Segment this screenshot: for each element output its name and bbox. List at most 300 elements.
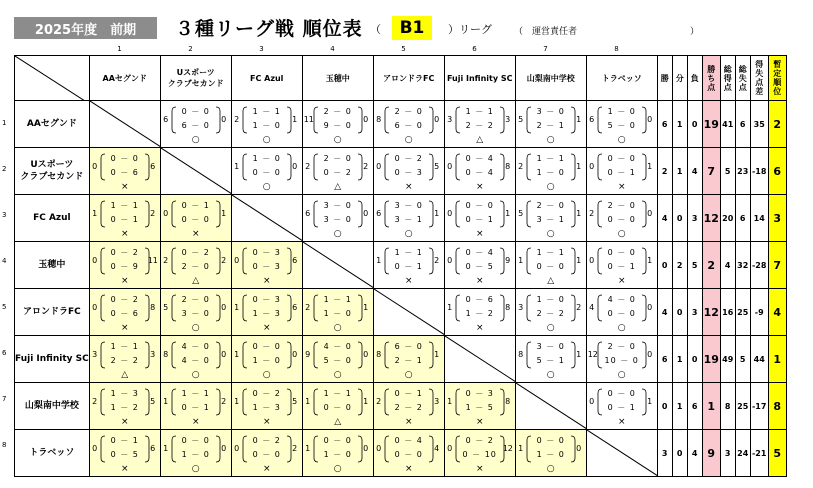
total-goals-against: 1 (363, 397, 369, 406)
result-mark: ○ (617, 229, 626, 239)
second-half-score: 1 － 0 (323, 309, 352, 318)
first-half-score: 1 － 1 (323, 389, 352, 398)
column-team-name: Uスポーツ (176, 68, 215, 77)
total-goals-for: 5 (518, 209, 524, 218)
row-team-header (15, 289, 90, 336)
total-goals-for: 1 (447, 397, 453, 406)
second-half-score: 0 － 6 (110, 168, 139, 177)
row-team-name: トラベッソ (29, 448, 75, 458)
match-cell (89, 242, 160, 289)
second-half-score: 6 － 0 (181, 121, 210, 130)
result-mark: × (475, 276, 484, 286)
first-half-score: 1 － 1 (252, 107, 281, 116)
second-half-score: 0 － 0 (536, 262, 565, 271)
first-half-score: 0 － 4 (394, 436, 423, 445)
column-number: 8 (614, 45, 619, 53)
first-half-score: 1 － 1 (465, 107, 494, 116)
first-half-score: 0 － 0 (252, 342, 281, 351)
total-goals-for: 1 (518, 444, 524, 453)
match-cell (515, 336, 586, 383)
stat-w: 4 (657, 289, 672, 336)
total-goals-for: 2 (92, 397, 98, 406)
second-half-score: 1 － 0 (323, 450, 352, 459)
column-team-header (515, 56, 586, 101)
row-team-header (15, 148, 90, 195)
column-number: 6 (472, 45, 477, 53)
half-scores (597, 152, 647, 182)
total-goals-against: 2 (221, 397, 227, 406)
stat-gf: 8 (720, 383, 735, 430)
total-goals-for: 2 (376, 397, 382, 406)
diagonal-line (90, 101, 161, 147)
stat-gd: -28 (750, 242, 768, 289)
second-half-score: 0 － 1 (181, 403, 210, 412)
total-goals-for: 0 (447, 162, 453, 171)
half-scores (313, 387, 363, 417)
column-team-header (89, 56, 160, 101)
stat-header-label: 得失点差 (754, 60, 764, 96)
second-half-score: 3 － 0 (181, 309, 210, 318)
total-goals-against: 2 (434, 256, 440, 265)
column-number: 7 (543, 45, 548, 53)
second-half-score: 1 － 0 (536, 450, 565, 459)
first-half-score: 6 － 0 (394, 342, 423, 351)
row-number: 1 (2, 119, 7, 127)
total-goals-against: 2 (363, 162, 369, 171)
total-goals-for: 12 (587, 350, 598, 359)
first-half-score: 0 － 6 (465, 295, 494, 304)
row-team-name: Fuji Infinity SC (15, 354, 89, 364)
total-goals-against: 3 (505, 115, 511, 124)
stat-pts: 1 (702, 383, 720, 430)
total-goals-against: 0 (647, 209, 653, 218)
second-half-score: 3 － 1 (536, 215, 565, 224)
result-mark: ○ (404, 370, 413, 380)
second-half-score: 1 － 5 (465, 403, 494, 412)
column-number: 3 (259, 45, 264, 53)
match-cell (89, 195, 160, 242)
second-half-score: 2 － 2 (465, 121, 494, 130)
first-half-score: 0 － 0 (110, 154, 139, 163)
total-goals-against: 1 (576, 209, 582, 218)
second-half-score: 9 － 0 (323, 121, 352, 130)
half-scores (100, 152, 150, 182)
second-half-score: 2 － 2 (536, 309, 565, 318)
stat-ga: 25 (735, 289, 750, 336)
half-scores (171, 199, 221, 229)
match-cell (89, 336, 160, 383)
column-number: 4 (330, 45, 335, 53)
stat-pts: 19 (702, 336, 720, 383)
first-half-score: 2 － 0 (536, 201, 565, 210)
total-goals-against: 0 (647, 115, 653, 124)
column-number: 2 (188, 45, 193, 53)
result-mark: × (120, 417, 129, 427)
result-mark: ○ (404, 229, 413, 239)
stat-gd: 35 (750, 101, 768, 148)
row-team-name: Uスポーツ (30, 160, 74, 170)
match-cell (302, 195, 373, 242)
season-label: 2025年度 前期 (14, 17, 157, 39)
stat-gf: 3 (720, 430, 735, 477)
page-title: ３種リーグ戦 順位表 (175, 18, 363, 40)
stat-w: 0 (657, 383, 672, 430)
stat-ga: 24 (735, 430, 750, 477)
half-scores (455, 105, 505, 135)
first-half-score: 0 － 0 (181, 107, 210, 116)
row-team-header (15, 242, 90, 289)
stat-pts: 12 (702, 195, 720, 242)
match-cell (373, 336, 444, 383)
first-half-score: 1 － 3 (110, 389, 139, 398)
first-half-score: 0 － 0 (607, 389, 636, 398)
column-team-name: 山梨南中学校 (526, 73, 575, 83)
diagonal-line (161, 148, 232, 194)
total-goals-for: 1 (234, 162, 240, 171)
second-half-score: 0 － 0 (607, 309, 636, 318)
total-goals-against: 6 (150, 162, 156, 171)
stat-rank: 1 (768, 336, 786, 383)
stat-header-loss (687, 56, 702, 101)
column-team-header (444, 56, 515, 101)
match-cell (160, 383, 231, 430)
stat-l: 0 (687, 336, 702, 383)
second-half-score: 0 － 3 (252, 262, 281, 271)
manager-paren-close: ） (690, 27, 700, 37)
half-scores (597, 387, 647, 417)
total-goals-against: 1 (221, 209, 227, 218)
second-half-score: 1 － 0 (536, 168, 565, 177)
total-goals-for: 0 (92, 162, 98, 171)
stat-gf: 16 (720, 289, 735, 336)
total-goals-against: 2 (150, 209, 156, 218)
total-goals-for: 0 (163, 209, 169, 218)
first-half-score: 2 － 0 (607, 201, 636, 210)
half-scores (171, 340, 221, 370)
stat-header-label: 分 (675, 73, 685, 83)
total-goals-against: 1 (363, 303, 369, 312)
total-goals-against: 4 (434, 444, 440, 453)
half-scores (384, 199, 434, 229)
half-scores (100, 387, 150, 417)
result-mark: ○ (333, 464, 342, 474)
result-mark: × (120, 464, 129, 474)
total-goals-against: 8 (150, 303, 156, 312)
total-goals-for: 1 (234, 350, 240, 359)
match-cell (302, 148, 373, 195)
total-goals-for: 8 (376, 350, 382, 359)
total-goals-against: 3 (150, 350, 156, 359)
first-half-score: 1 － 1 (536, 154, 565, 163)
result-mark: ○ (333, 323, 342, 333)
first-half-score: 4 － 0 (323, 342, 352, 351)
total-goals-for: 4 (589, 303, 595, 312)
result-mark: ○ (191, 464, 200, 474)
half-scores (171, 105, 221, 135)
total-goals-against: 1 (434, 350, 440, 359)
match-cell (515, 383, 586, 430)
stat-header-draw (672, 56, 687, 101)
stat-header-label: 暫定順位 (772, 60, 782, 96)
match-cell (89, 148, 160, 195)
half-scores (455, 293, 505, 323)
match-cell (373, 242, 444, 289)
total-goals-against: 12 (502, 444, 513, 453)
row-number: 6 (2, 349, 7, 357)
total-goals-against: 5 (292, 397, 298, 406)
first-half-score: 0 － 4 (465, 154, 494, 163)
first-half-score: 1 － 1 (181, 389, 210, 398)
result-mark: × (475, 464, 484, 474)
half-scores (313, 293, 363, 323)
stat-header-ga (735, 56, 750, 101)
stat-header-rank (768, 56, 786, 101)
stat-l: 0 (687, 101, 702, 148)
first-half-score: 0 － 0 (607, 248, 636, 257)
first-half-score: 2 － 0 (323, 154, 352, 163)
diagonal-line (445, 336, 516, 382)
total-goals-for: 3 (447, 115, 453, 124)
half-scores (242, 105, 292, 135)
diagonal-line (516, 383, 587, 429)
match-cell (515, 289, 586, 336)
result-mark: ○ (546, 182, 555, 192)
second-half-score: 0 － 5 (465, 262, 494, 271)
match-cell (444, 148, 515, 195)
match-cell (444, 336, 515, 383)
result-mark: ○ (191, 370, 200, 380)
result-mark: × (191, 417, 200, 427)
half-scores (171, 387, 221, 417)
first-half-score: 1 － 1 (110, 342, 139, 351)
match-cell (89, 430, 160, 477)
first-half-score: 0 － 2 (110, 248, 139, 257)
total-goals-for: 0 (447, 444, 453, 453)
result-mark: △ (547, 276, 555, 286)
second-half-score: 0 － 0 (323, 403, 352, 412)
half-scores (526, 105, 576, 135)
match-cell (515, 101, 586, 148)
stat-l: 6 (687, 383, 702, 430)
second-half-score: 0 － 0 (181, 215, 210, 224)
stat-ga: 6 (735, 195, 750, 242)
total-goals-for: 2 (163, 256, 169, 265)
stat-header-points (702, 56, 720, 101)
total-goals-for: 9 (305, 350, 311, 359)
match-cell (586, 195, 657, 242)
stat-gf: 5 (720, 148, 735, 195)
total-goals-against: 1 (576, 350, 582, 359)
match-cell (231, 289, 302, 336)
second-half-score: 1 － 0 (252, 121, 281, 130)
stat-gd: 44 (750, 336, 768, 383)
half-scores (242, 387, 292, 417)
second-half-score: 0 － 3 (394, 168, 423, 177)
total-goals-for: 0 (447, 256, 453, 265)
diagonal-line (303, 242, 374, 288)
total-goals-against: 0 (292, 162, 298, 171)
half-scores (384, 340, 434, 370)
second-half-score: 1 － 0 (181, 450, 210, 459)
match-cell (373, 430, 444, 477)
row-team-name: 山梨南中学校 (24, 401, 79, 411)
stat-w: 6 (657, 336, 672, 383)
total-goals-against: 9 (505, 256, 511, 265)
half-scores (242, 246, 292, 276)
stat-ga: 23 (735, 148, 750, 195)
second-half-score: 1 － 3 (252, 403, 281, 412)
first-half-score: 2 － 0 (607, 342, 636, 351)
result-mark: × (617, 182, 626, 192)
second-half-score: 0 － 1 (607, 262, 636, 271)
row-team-name: クラブセカンド (20, 172, 84, 182)
column-team-name: FC Azul (250, 73, 284, 83)
total-goals-against: 0 (363, 209, 369, 218)
total-goals-for: 1 (376, 256, 382, 265)
match-cell (231, 383, 302, 430)
match-cell (231, 242, 302, 289)
first-half-score: 0 － 3 (252, 248, 281, 257)
match-cell (586, 242, 657, 289)
column-team-header (373, 56, 444, 101)
first-half-score: 0 － 0 (465, 201, 494, 210)
half-scores (455, 434, 505, 464)
result-mark: × (404, 417, 413, 427)
half-scores (597, 340, 647, 370)
total-goals-for: 1 (305, 444, 311, 453)
corner-cell (15, 56, 90, 101)
half-scores (597, 293, 647, 323)
stat-w: 2 (657, 148, 672, 195)
total-goals-for: 0 (589, 397, 595, 406)
league-suffix: ）リーグ (448, 23, 492, 36)
total-goals-against: 0 (576, 444, 582, 453)
first-half-score: 4 － 0 (181, 342, 210, 351)
second-half-score: 2 － 2 (394, 403, 423, 412)
total-goals-for: 8 (163, 350, 169, 359)
row-team-name: アロンドラFC (22, 307, 81, 317)
total-goals-for: 3 (518, 303, 524, 312)
match-cell (160, 242, 231, 289)
first-half-score: 0 － 0 (607, 154, 636, 163)
half-scores (384, 152, 434, 182)
half-scores (455, 199, 505, 229)
total-goals-against: 6 (150, 444, 156, 453)
stat-w: 4 (657, 195, 672, 242)
result-mark: ○ (191, 135, 200, 145)
total-goals-for: 11 (303, 115, 314, 124)
first-half-score: 1 － 1 (323, 295, 352, 304)
first-half-score: 4 － 0 (607, 295, 636, 304)
second-half-score: 1 － 0 (252, 356, 281, 365)
table-row (15, 430, 787, 477)
total-goals-against: 0 (363, 115, 369, 124)
row-team-header (15, 383, 90, 430)
second-half-score: 2 － 1 (394, 356, 423, 365)
second-half-score: 2 － 2 (110, 356, 139, 365)
row-team-header (15, 195, 90, 242)
total-goals-for: 1 (163, 397, 169, 406)
total-goals-against: 5 (434, 162, 440, 171)
total-goals-for: 0 (92, 256, 98, 265)
second-half-score: 2 － 0 (181, 262, 210, 271)
total-goals-against: 0 (292, 350, 298, 359)
result-mark: ○ (546, 323, 555, 333)
second-half-score: 10 － 0 (604, 356, 639, 365)
total-goals-for: 0 (589, 162, 595, 171)
result-mark: ○ (333, 370, 342, 380)
total-goals-against: 1 (576, 115, 582, 124)
stat-d: 0 (672, 430, 687, 477)
result-mark: × (120, 276, 129, 286)
total-goals-against: 1 (576, 162, 582, 171)
column-team-name: クラブセカンド (167, 79, 224, 88)
total-goals-for: 0 (376, 162, 382, 171)
total-goals-for: 8 (376, 115, 382, 124)
row-number: 3 (2, 211, 7, 219)
first-half-score: 3 － 0 (536, 107, 565, 116)
match-cell (444, 242, 515, 289)
total-goals-for: 2 (305, 162, 311, 171)
half-scores (597, 105, 647, 135)
total-goals-against: 6 (292, 256, 298, 265)
total-goals-for: 0 (234, 256, 240, 265)
result-mark: △ (334, 417, 342, 427)
half-scores (526, 199, 576, 229)
result-mark: × (617, 417, 626, 427)
first-half-score: 2 － 0 (323, 107, 352, 116)
match-cell (160, 430, 231, 477)
first-half-score: 0 － 2 (252, 436, 281, 445)
row-number: 2 (2, 165, 7, 173)
result-mark: ○ (262, 135, 271, 145)
result-mark: △ (121, 370, 129, 380)
first-half-score: 0 － 2 (252, 389, 281, 398)
result-mark: × (617, 276, 626, 286)
table-row (15, 242, 787, 289)
half-scores (526, 340, 576, 370)
league-badge: B1 (392, 16, 432, 40)
half-scores (100, 434, 150, 464)
second-half-score: 0 － 1 (607, 403, 636, 412)
total-goals-against: 6 (292, 303, 298, 312)
column-number: 1 (117, 45, 122, 53)
second-half-score: 1 － 2 (110, 403, 139, 412)
first-half-score: 0 － 1 (394, 389, 423, 398)
total-goals-against: 1 (505, 209, 511, 218)
result-mark: × (120, 182, 129, 192)
second-half-score: 0 － 0 (607, 215, 636, 224)
stat-d: 0 (672, 195, 687, 242)
match-cell (160, 101, 231, 148)
stat-w: 3 (657, 430, 672, 477)
match-cell (231, 101, 302, 148)
match-cell (302, 430, 373, 477)
second-half-score: 3 － 1 (394, 215, 423, 224)
stat-header-label: 勝 (660, 73, 670, 83)
half-scores (100, 340, 150, 370)
stat-ga: 25 (735, 383, 750, 430)
first-half-score: 0 － 3 (252, 295, 281, 304)
stat-l: 5 (687, 242, 702, 289)
column-team-name: トラベッソ (601, 73, 642, 83)
stat-rank: 5 (768, 430, 786, 477)
total-goals-for: 0 (376, 444, 382, 453)
result-mark: ○ (546, 229, 555, 239)
result-mark: × (262, 464, 271, 474)
first-half-score: 0 － 0 (323, 436, 352, 445)
second-half-score: 1 － 3 (252, 309, 281, 318)
